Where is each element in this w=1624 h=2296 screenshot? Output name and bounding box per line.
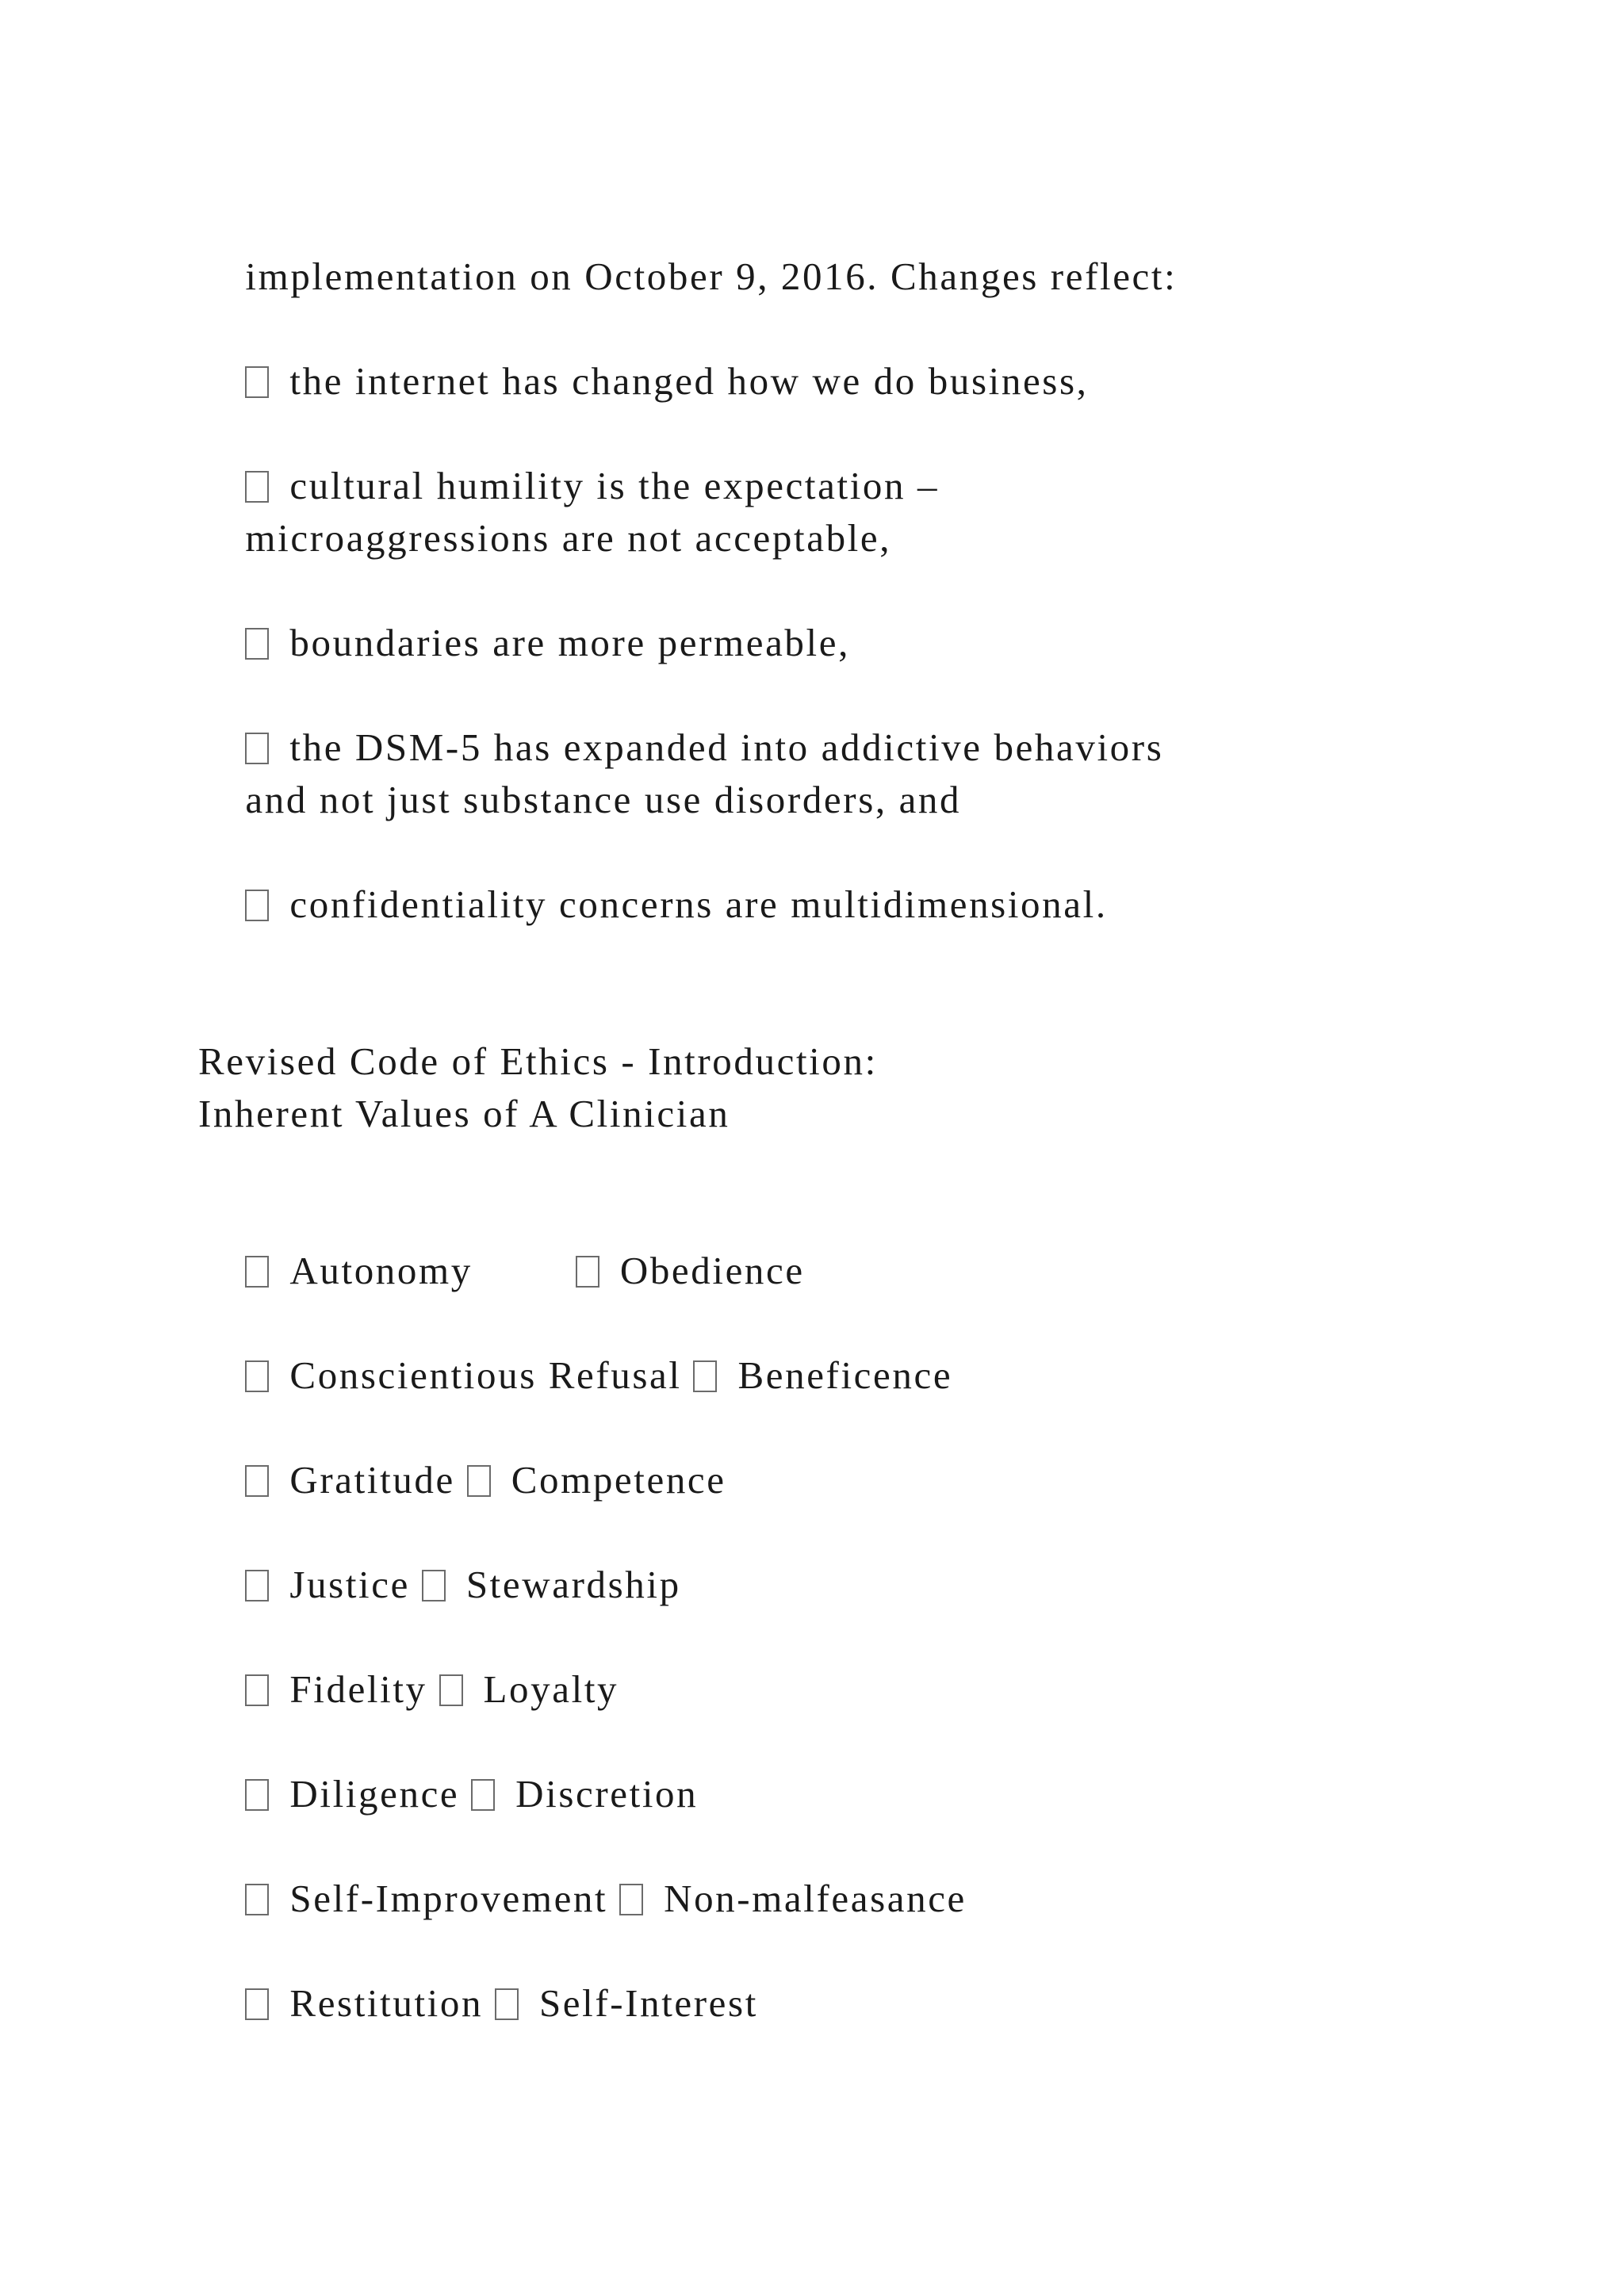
bullet-box-icon [467,1465,491,1497]
bullet-box-icon [495,1988,519,2020]
value-right: Self-Interest [538,1981,758,2025]
value-right: Loyalty [483,1667,619,1711]
bullet-box-icon [693,1360,717,1392]
bullet-box-icon [245,1884,269,1915]
change-item-text: the internet has changed how we do business, [289,359,1089,403]
value-right: Competence [511,1458,726,1502]
change-item [198,826,1108,983]
value-right: Discretion [515,1772,699,1816]
value-left: Conscientious Refusal [289,1353,682,1397]
value-left: Gratitude [289,1458,455,1502]
bullet-box-icon [245,890,269,921]
value-left: Fidelity [289,1667,427,1711]
bullet-box-icon [245,1674,269,1706]
bullet-box-icon [619,1884,643,1915]
bullet-box-icon [245,1256,269,1288]
intro-text: implementation on October 9, 2016. Changes reflect: [245,254,1178,298]
value-right: Beneficence [737,1353,953,1397]
bullet-box-icon [422,1570,446,1601]
value-right: Obedience [619,1249,805,1292]
value-right: Stewardship [465,1563,681,1606]
bullet-box-icon [576,1256,599,1288]
change-item-text: and not just substance use disorders, and [245,778,962,821]
bullet-box-icon [245,1779,269,1811]
section-title [198,1035,878,1088]
bullet-box-icon [471,1779,495,1811]
change-item-text: the DSM-5 has expanded into addictive behaviors [289,725,1164,769]
bullet-box-icon [245,628,269,660]
value-left: Restitution [289,1981,484,2025]
bullet-box-icon [245,1465,269,1497]
bullet-box-icon [245,1570,269,1601]
bullet-box-icon [439,1674,463,1706]
value-left: Autonomy [289,1249,473,1292]
value-left: Diligence [289,1772,460,1816]
change-item-text: microaggressions are not acceptable, [245,516,892,560]
change-item-text: confidentiality concerns are multidimensional. [289,882,1108,926]
bullet-box-icon [245,1360,269,1392]
value-right: Non-malfeasance [664,1877,967,1920]
value-left: Self-Improvement [289,1877,608,1920]
value-left: Justice [289,1563,410,1606]
change-item-text: cultural humility is the expectation – [289,464,940,507]
section-title-line1: Revised Code of Ethics - Introduction: [198,1039,878,1083]
bullet-box-icon [245,1988,269,2020]
value-pair-row [198,1925,758,2082]
section-subtitle [198,1088,730,1140]
bullet-box-icon [245,366,269,398]
section-title-line2: Inherent Values of A Clinician [198,1092,730,1135]
change-item-text: boundaries are more permeable, [289,621,850,664]
